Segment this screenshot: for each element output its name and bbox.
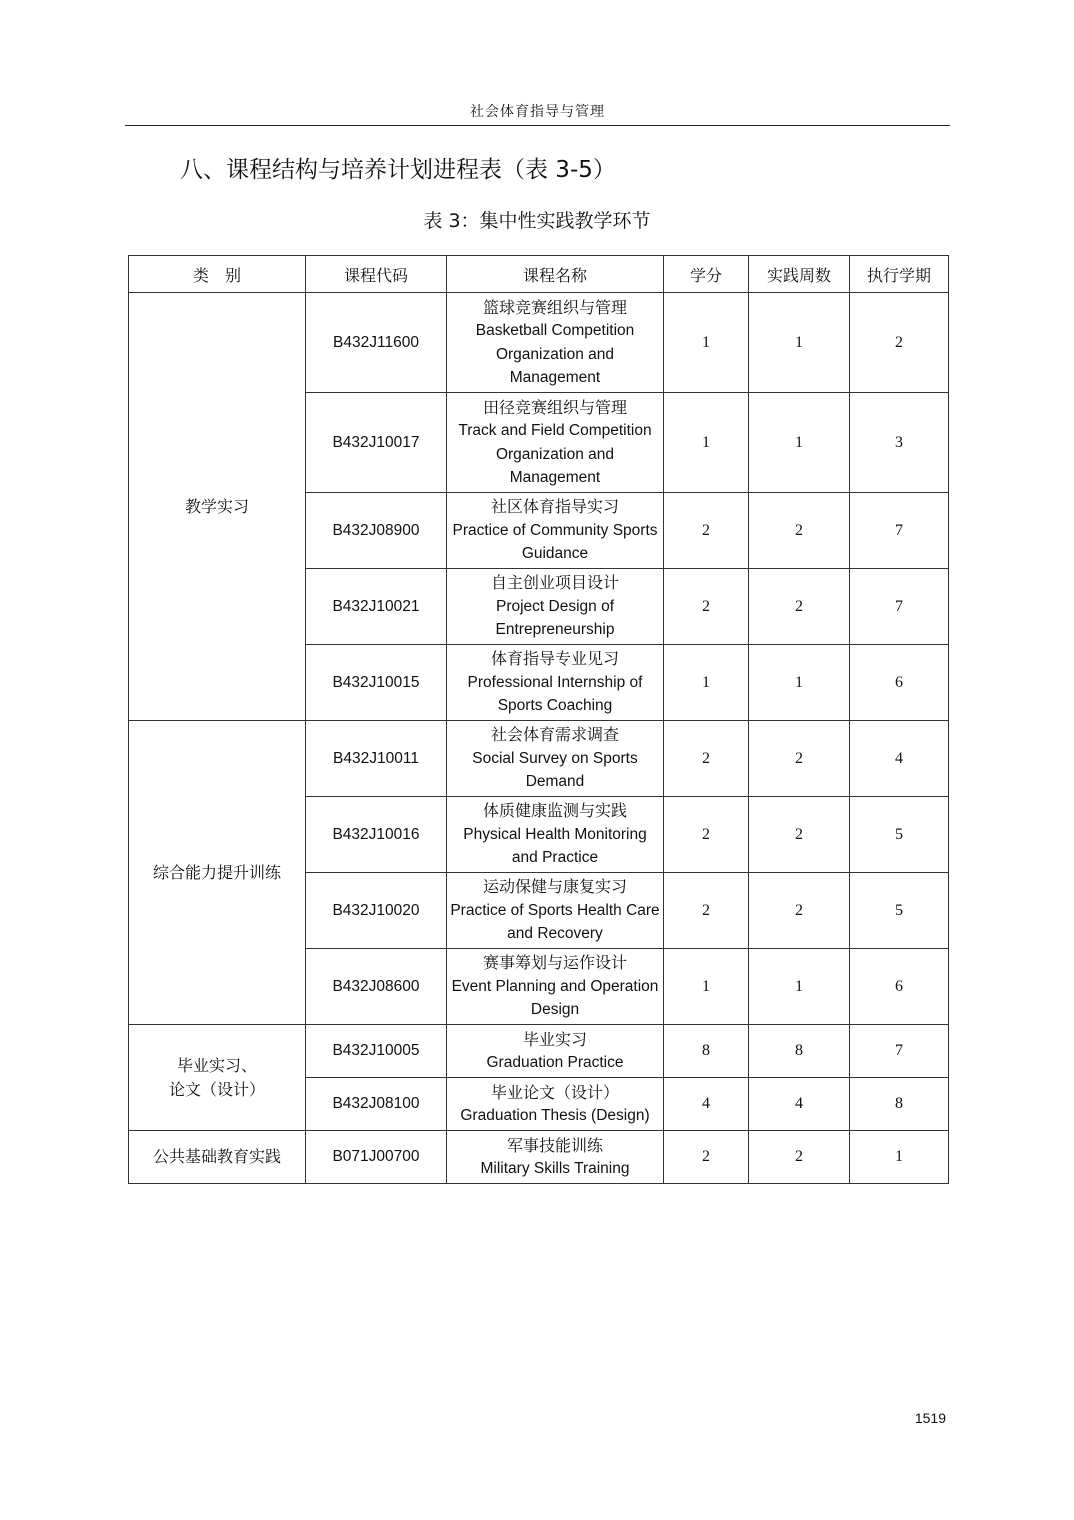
practice-weeks: 4 <box>749 1078 850 1131</box>
course-name <box>447 721 664 797</box>
course-name <box>447 949 664 1025</box>
course-name <box>447 1131 664 1184</box>
credits: 1 <box>664 949 749 1025</box>
course-code: B432J10017 <box>306 393 447 493</box>
course-name-en: Practice of Community Sports Guidance <box>452 521 658 563</box>
course-name-cn: 田径竞赛组织与管理 <box>482 397 627 417</box>
semester: 6 <box>850 645 949 721</box>
credits: 2 <box>664 797 749 873</box>
course-name-cn: 篮球竞赛组织与管理 <box>482 297 627 317</box>
practice-weeks: 8 <box>749 1025 850 1078</box>
category-label: 教学实习 <box>184 496 249 516</box>
course-name <box>447 797 664 873</box>
credits: 2 <box>664 569 749 645</box>
course-name <box>447 873 664 949</box>
header-credits: 学分 <box>664 256 749 293</box>
practice-weeks: 1 <box>749 393 850 493</box>
table-caption: 表 3：集中性实践教学环节 <box>423 210 651 232</box>
course-code: B432J08900 <box>306 493 447 569</box>
course-code: B071J00700 <box>306 1131 447 1184</box>
course-name <box>447 293 664 393</box>
semester: 7 <box>850 569 949 645</box>
header-course-name: 课程名称 <box>447 256 664 293</box>
table-row <box>129 1131 949 1184</box>
credits: 1 <box>664 293 749 393</box>
semester: 7 <box>850 493 949 569</box>
course-name-en: Graduation Practice <box>486 1054 624 1071</box>
course-name-en: Physical Health Monitoring and Practice <box>463 825 647 867</box>
course-code: B432J10005 <box>306 1025 447 1078</box>
practice-weeks: 2 <box>749 797 850 873</box>
course-code: B432J10021 <box>306 569 447 645</box>
course-code: B432J08100 <box>306 1078 447 1131</box>
practice-weeks: 1 <box>749 293 850 393</box>
table-row <box>129 293 949 393</box>
practice-weeks: 2 <box>749 721 850 797</box>
course-name-cn: 自主创业项目设计 <box>490 573 619 593</box>
course-name <box>447 393 664 493</box>
semester: 7 <box>850 1025 949 1078</box>
course-name-en: Project Design of Entrepreneurship <box>495 597 615 639</box>
credits: 4 <box>664 1078 749 1131</box>
course-name <box>447 569 664 645</box>
course-code: B432J10011 <box>306 721 447 797</box>
credits: 8 <box>664 1025 749 1078</box>
course-name-cn: 社会体育需求调查 <box>490 725 619 745</box>
category-cell <box>129 1131 306 1184</box>
practice-weeks: 2 <box>749 569 850 645</box>
semester: 8 <box>850 1078 949 1131</box>
category-label: 毕业实习、 <box>176 1055 257 1075</box>
course-name-cn: 军事技能训练 <box>506 1135 603 1155</box>
header-practice-weeks: 实践周数 <box>749 256 850 293</box>
course-name <box>447 493 664 569</box>
category-cell <box>129 293 306 721</box>
table-body <box>129 293 949 1184</box>
semester: 6 <box>850 949 949 1025</box>
course-name-cn: 赛事筹划与运作设计 <box>482 953 627 973</box>
semester: 4 <box>850 721 949 797</box>
course-name-en: Professional Internship of Sports Coaching <box>467 673 643 715</box>
credits: 1 <box>664 645 749 721</box>
table-row <box>129 721 949 797</box>
semester: 5 <box>850 797 949 873</box>
credits: 2 <box>664 873 749 949</box>
course-name <box>447 1078 664 1131</box>
semester: 5 <box>850 873 949 949</box>
course-code: B432J10020 <box>306 873 447 949</box>
practice-weeks: 1 <box>749 645 850 721</box>
course-name-en: Social Survey on Sports Demand <box>472 749 638 791</box>
category-cell <box>129 1025 306 1131</box>
practice-weeks: 2 <box>749 493 850 569</box>
header-semester: 执行学期 <box>850 256 949 293</box>
course-name-en: Military Skills Training <box>480 1160 630 1177</box>
header-category: 类 别 <box>129 256 306 293</box>
category-cell <box>129 721 306 1025</box>
table-header-row <box>129 256 949 293</box>
page-number: 1519 <box>914 1410 946 1426</box>
course-name-en: Graduation Thesis (Design) <box>460 1107 650 1124</box>
course-name-en: Event Planning and Operation Design <box>451 977 659 1019</box>
course-code: B432J08600 <box>306 949 447 1025</box>
semester: 3 <box>850 393 949 493</box>
course-name-cn: 社区体育指导实习 <box>490 497 619 517</box>
course-name-cn: 毕业论文（设计） <box>490 1082 619 1102</box>
credits: 1 <box>664 393 749 493</box>
course-name-en: Basketball Competition Organization and Management <box>475 322 635 386</box>
practice-weeks: 2 <box>749 1131 850 1184</box>
credits: 2 <box>664 721 749 797</box>
course-name-cn: 体育指导专业见习 <box>490 649 619 669</box>
course-name-cn: 运动保健与康复实习 <box>482 877 627 897</box>
course-name <box>447 645 664 721</box>
practice-course-table <box>128 255 949 1184</box>
course-name-en: Track and Field Competition Organization and Management <box>458 422 652 486</box>
course-name-en: Practice of Sports Health Care and Recovery <box>450 901 660 943</box>
course-name <box>447 1025 664 1078</box>
credits: 2 <box>664 493 749 569</box>
credits: 2 <box>664 1131 749 1184</box>
course-name-cn: 毕业实习 <box>522 1029 587 1049</box>
category-label: 论文（设计） <box>168 1079 265 1099</box>
practice-weeks: 2 <box>749 873 850 949</box>
semester: 1 <box>850 1131 949 1184</box>
category-label: 综合能力提升训练 <box>152 862 281 882</box>
section-title: 八、课程结构与培养计划进程表（表 3-5） <box>180 157 616 183</box>
practice-weeks: 1 <box>749 949 850 1025</box>
page-header: 社会体育指导与管理 <box>125 100 950 126</box>
header-course-code: 课程代码 <box>306 256 447 293</box>
course-name-cn: 体质健康监测与实践 <box>482 801 627 821</box>
category-label: 公共基础教育实践 <box>152 1147 281 1166</box>
course-code: B432J10016 <box>306 797 447 873</box>
table-row <box>129 1025 949 1078</box>
course-code: B432J10015 <box>306 645 447 721</box>
semester: 2 <box>850 293 949 393</box>
course-code: B432J11600 <box>306 293 447 393</box>
